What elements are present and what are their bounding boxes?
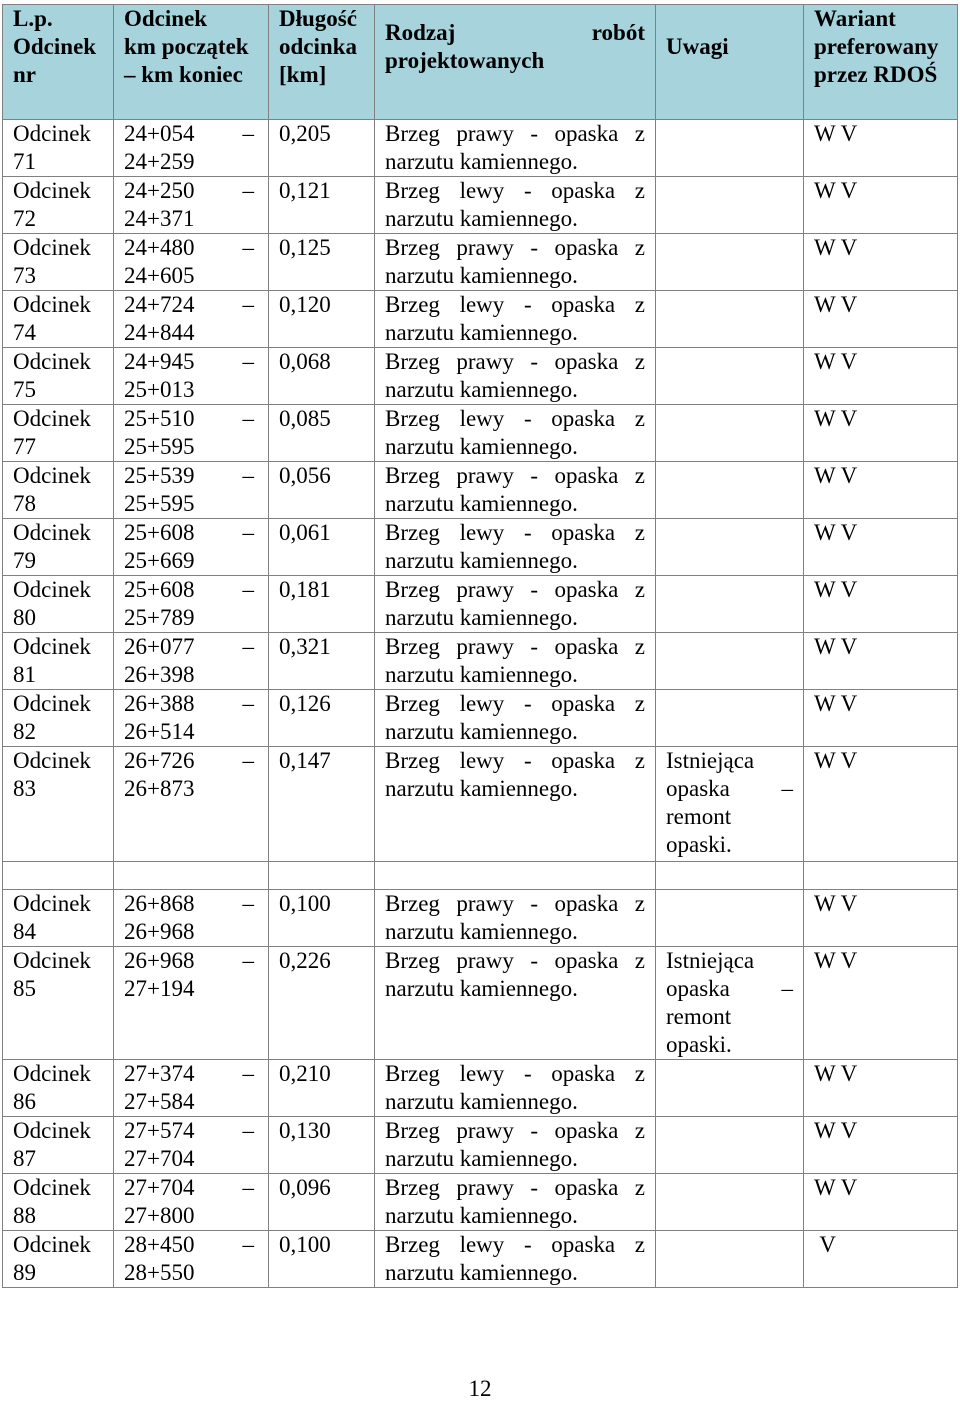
- header-length-line3: [km]: [279, 62, 327, 87]
- table-row: [3, 291, 958, 348]
- cell-section-nr: [3, 747, 114, 862]
- header-works-line2: projektowanych: [385, 48, 545, 73]
- notes-text: Istniejąca opaska – remont opaski.: [666, 948, 793, 1057]
- header-lp: [3, 5, 114, 120]
- header-variant-line1: Wariant: [814, 6, 896, 31]
- cell-variant: [804, 519, 958, 576]
- cell-length: [269, 576, 375, 633]
- cell-section-nr: [3, 519, 114, 576]
- km-dash: –: [242, 1175, 254, 1200]
- cell-variant: [804, 576, 958, 633]
- section-nr: Odcinek 73: [13, 235, 91, 288]
- table-row: [3, 947, 958, 1060]
- cell-notes: [656, 519, 804, 576]
- km-end: 24+371: [124, 206, 195, 231]
- cell-length: [269, 177, 375, 234]
- variant-text: W V: [814, 121, 858, 146]
- km-start: 25+608: [124, 520, 195, 545]
- cell-notes: [656, 177, 804, 234]
- table-gap-row: [3, 862, 958, 890]
- cell-km-range: [114, 890, 269, 947]
- variant-text: W V: [814, 577, 858, 602]
- cell-length: [269, 1231, 375, 1288]
- works-description: Brzeg prawy - opaska z narzutu kamiennego.: [385, 634, 645, 687]
- header-length: [269, 5, 375, 120]
- section-nr: Odcinek 78: [13, 463, 91, 516]
- header-km-line1: Odcinek: [124, 6, 208, 31]
- cell-section-nr: [3, 405, 114, 462]
- cell-length: [269, 1060, 375, 1117]
- cell-km-range: [114, 348, 269, 405]
- section-nr: Odcinek 80: [13, 577, 91, 630]
- section-nr: Odcinek 85: [13, 948, 91, 1001]
- section-nr: Odcinek 72: [13, 178, 91, 231]
- km-end: 26+514: [124, 719, 195, 744]
- cell-km-range: [114, 234, 269, 291]
- cell-works: [375, 1117, 656, 1174]
- km-end: 25+595: [124, 434, 195, 459]
- cell-section-nr: [3, 462, 114, 519]
- page-number: 12: [468, 1376, 492, 1401]
- section-length: 0,068: [279, 349, 331, 374]
- cell-works: [375, 1231, 656, 1288]
- variant-text: W V: [814, 891, 858, 916]
- km-start: 26+726: [124, 748, 195, 773]
- header-works-line1: [385, 19, 645, 47]
- gap-cell: [804, 862, 958, 890]
- header-works: [375, 5, 656, 120]
- cell-section-nr: [3, 1117, 114, 1174]
- header-length-line1: Długość: [279, 6, 357, 31]
- cell-length: [269, 890, 375, 947]
- works-description: Brzeg lewy - opaska z narzutu kamiennego.: [385, 1232, 645, 1285]
- section-nr: Odcinek 87: [13, 1118, 91, 1171]
- header-variant-line3: przez RDOŚ: [814, 62, 938, 87]
- header-lp-line3: nr: [13, 62, 36, 87]
- cell-works: [375, 576, 656, 633]
- km-end: 27+584: [124, 1089, 195, 1114]
- cell-notes: [656, 1117, 804, 1174]
- cell-section-nr: [3, 1174, 114, 1231]
- cell-notes: [656, 890, 804, 947]
- km-end: 27+704: [124, 1146, 195, 1171]
- section-nr: Odcinek 89: [13, 1232, 91, 1285]
- cell-variant: [804, 291, 958, 348]
- section-length: 0,100: [279, 891, 331, 916]
- km-end: 26+873: [124, 776, 195, 801]
- km-start: 24+945: [124, 349, 195, 374]
- works-description: Brzeg prawy - opaska z narzutu kamiennego.: [385, 1175, 645, 1228]
- cell-section-nr: [3, 177, 114, 234]
- cell-variant: [804, 747, 958, 862]
- table-row: [3, 120, 958, 177]
- section-length: 0,147: [279, 748, 331, 773]
- section-length: 0,181: [279, 577, 331, 602]
- cell-works: [375, 291, 656, 348]
- km-end: 24+844: [124, 320, 195, 345]
- section-nr: Odcinek 79: [13, 520, 91, 573]
- cell-length: [269, 633, 375, 690]
- section-nr: Odcinek 83: [13, 748, 91, 801]
- cell-section-nr: [3, 234, 114, 291]
- header-notes-label: Uwagi: [666, 34, 729, 59]
- km-start: 24+250: [124, 178, 195, 203]
- cell-length: [269, 405, 375, 462]
- cell-notes: [656, 234, 804, 291]
- cell-variant: [804, 947, 958, 1060]
- km-dash: –: [242, 121, 254, 146]
- km-end: 24+605: [124, 263, 195, 288]
- header-variant-line2: preferowany: [814, 34, 939, 59]
- table-row: [3, 1231, 958, 1288]
- km-end: 26+968: [124, 919, 195, 944]
- km-end: 24+259: [124, 149, 195, 174]
- cell-works: [375, 947, 656, 1060]
- cell-works: [375, 348, 656, 405]
- cell-notes: [656, 291, 804, 348]
- cell-variant: [804, 348, 958, 405]
- cell-notes: [656, 576, 804, 633]
- variant-text: W V: [814, 520, 858, 545]
- section-nr: Odcinek 77: [13, 406, 91, 459]
- gap-cell: [269, 862, 375, 890]
- cell-notes: [656, 633, 804, 690]
- cell-km-range: [114, 462, 269, 519]
- cell-works: [375, 405, 656, 462]
- variant-text: W V: [814, 463, 858, 488]
- km-dash: –: [242, 1061, 254, 1086]
- cell-length: [269, 947, 375, 1060]
- cell-length: [269, 1174, 375, 1231]
- section-nr: Odcinek 84: [13, 891, 91, 944]
- variant-text: W V: [814, 748, 858, 773]
- cell-length: [269, 348, 375, 405]
- cell-length: [269, 462, 375, 519]
- cell-length: [269, 690, 375, 747]
- section-length: 0,061: [279, 520, 331, 545]
- variant-text: W V: [814, 406, 858, 431]
- km-start: 27+574: [124, 1118, 195, 1143]
- variant-text: W V: [814, 1175, 858, 1200]
- cell-section-nr: [3, 576, 114, 633]
- section-length: 0,321: [279, 634, 331, 659]
- cell-km-range: [114, 1231, 269, 1288]
- works-description: Brzeg lewy - opaska z narzutu kamiennego.: [385, 1061, 645, 1114]
- section-length: 0,096: [279, 1175, 331, 1200]
- km-dash: –: [242, 463, 254, 488]
- road-sections-table: [2, 4, 958, 1288]
- km-start: 27+374: [124, 1061, 195, 1086]
- works-description: Brzeg prawy - opaska z narzutu kamiennego.: [385, 891, 645, 944]
- cell-section-nr: [3, 947, 114, 1060]
- section-length: 0,056: [279, 463, 331, 488]
- works-description: Brzeg lewy - opaska z narzutu kamiennego.: [385, 406, 645, 459]
- variant-text: W V: [814, 235, 858, 260]
- works-description: Brzeg prawy - opaska z narzutu kamiennego.: [385, 577, 645, 630]
- cell-works: [375, 747, 656, 862]
- works-description: Brzeg lewy - opaska z narzutu kamiennego.: [385, 520, 645, 573]
- table-row: [3, 1117, 958, 1174]
- km-end: 25+669: [124, 548, 195, 573]
- cell-km-range: [114, 947, 269, 1060]
- cell-length: [269, 1117, 375, 1174]
- cell-works: [375, 890, 656, 947]
- cell-section-nr: [3, 690, 114, 747]
- cell-length: [269, 291, 375, 348]
- cell-works: [375, 690, 656, 747]
- section-length: 0,125: [279, 235, 331, 260]
- cell-km-range: [114, 291, 269, 348]
- km-start: 24+054: [124, 121, 195, 146]
- cell-variant: [804, 1060, 958, 1117]
- cell-variant: [804, 1231, 958, 1288]
- table-row: [3, 633, 958, 690]
- section-length: 0,120: [279, 292, 331, 317]
- section-nr: Odcinek 88: [13, 1175, 91, 1228]
- cell-length: [269, 519, 375, 576]
- header-km: [114, 5, 269, 120]
- works-description: Brzeg prawy - opaska z narzutu kamiennego.: [385, 235, 645, 288]
- variant-text: W V: [814, 948, 858, 973]
- header-lp-line1: L.p.: [13, 6, 53, 31]
- table-row: [3, 234, 958, 291]
- table-row: [3, 405, 958, 462]
- km-start: 26+388: [124, 691, 195, 716]
- cell-km-range: [114, 576, 269, 633]
- km-dash: –: [242, 1232, 254, 1257]
- header-lp-line2: Odcinek: [13, 34, 97, 59]
- works-description: Brzeg lewy - opaska z narzutu kamiennego.: [385, 748, 645, 801]
- cell-notes: [656, 462, 804, 519]
- cell-section-nr: [3, 348, 114, 405]
- km-end: 25+789: [124, 605, 195, 630]
- cell-section-nr: [3, 291, 114, 348]
- km-start: 24+724: [124, 292, 195, 317]
- km-dash: –: [242, 748, 254, 773]
- cell-km-range: [114, 1117, 269, 1174]
- cell-variant: [804, 234, 958, 291]
- cell-km-range: [114, 1174, 269, 1231]
- section-length: 0,210: [279, 1061, 331, 1086]
- gap-cell: [656, 862, 804, 890]
- table-row: [3, 1174, 958, 1231]
- cell-length: [269, 120, 375, 177]
- km-dash: –: [242, 349, 254, 374]
- variant-text: W V: [814, 691, 858, 716]
- header-works-word1: Rodzaj: [385, 20, 456, 45]
- variant-text: W V: [814, 1118, 858, 1143]
- cell-length: [269, 234, 375, 291]
- km-dash: –: [242, 292, 254, 317]
- variant-text: W V: [814, 292, 858, 317]
- section-length: 0,130: [279, 1118, 331, 1143]
- variant-text: V: [814, 1232, 836, 1257]
- km-end: 25+013: [124, 377, 195, 402]
- table-row: [3, 890, 958, 947]
- section-nr: Odcinek 75: [13, 349, 91, 402]
- section-length: 0,226: [279, 948, 331, 973]
- km-start: 26+968: [124, 948, 195, 973]
- cell-variant: [804, 405, 958, 462]
- variant-text: W V: [814, 349, 858, 374]
- section-length: 0,100: [279, 1232, 331, 1257]
- works-description: Brzeg prawy - opaska z narzutu kamiennego.: [385, 948, 645, 1001]
- works-description: Brzeg lewy - opaska z narzutu kamiennego.: [385, 292, 645, 345]
- gap-cell: [375, 862, 656, 890]
- km-start: 27+704: [124, 1175, 195, 1200]
- cell-works: [375, 120, 656, 177]
- km-dash: –: [242, 1118, 254, 1143]
- section-nr: Odcinek 82: [13, 691, 91, 744]
- km-start: 24+480: [124, 235, 195, 260]
- section-length: 0,085: [279, 406, 331, 431]
- km-end: 25+595: [124, 491, 195, 516]
- km-end: 27+800: [124, 1203, 195, 1228]
- table-row: [3, 576, 958, 633]
- cell-variant: [804, 120, 958, 177]
- table-row: [3, 1060, 958, 1117]
- km-dash: –: [242, 235, 254, 260]
- cell-section-nr: [3, 1231, 114, 1288]
- cell-works: [375, 1060, 656, 1117]
- variant-text: W V: [814, 634, 858, 659]
- works-description: Brzeg prawy - opaska z narzutu kamiennego.: [385, 121, 645, 174]
- notes-text: Istniejąca opaska – remont opaski.: [666, 748, 793, 857]
- table-header-row: [3, 5, 958, 120]
- km-start: 25+510: [124, 406, 195, 431]
- cell-section-nr: [3, 633, 114, 690]
- km-dash: –: [242, 691, 254, 716]
- section-nr: Odcinek 86: [13, 1061, 91, 1114]
- variant-text: W V: [814, 1061, 858, 1086]
- cell-km-range: [114, 405, 269, 462]
- works-description: Brzeg lewy - opaska z narzutu kamiennego.: [385, 178, 645, 231]
- cell-section-nr: [3, 120, 114, 177]
- table-row: [3, 348, 958, 405]
- section-nr: Odcinek 71: [13, 121, 91, 174]
- gap-cell: [3, 862, 114, 890]
- cell-notes: [656, 348, 804, 405]
- cell-km-range: [114, 633, 269, 690]
- header-variant: [804, 5, 958, 120]
- cell-works: [375, 462, 656, 519]
- cell-section-nr: [3, 1060, 114, 1117]
- cell-works: [375, 177, 656, 234]
- works-description: Brzeg prawy - opaska z narzutu kamiennego.: [385, 463, 645, 516]
- table-row: [3, 462, 958, 519]
- cell-notes: [656, 1231, 804, 1288]
- km-dash: –: [242, 891, 254, 916]
- header-km-line2: km początek: [124, 34, 249, 59]
- table-row: [3, 747, 958, 862]
- km-dash: –: [242, 520, 254, 545]
- km-start: 26+077: [124, 634, 195, 659]
- cell-variant: [804, 633, 958, 690]
- km-dash: –: [242, 577, 254, 602]
- header-notes: [656, 5, 804, 120]
- cell-works: [375, 519, 656, 576]
- header-works-word2: robót: [591, 20, 645, 45]
- cell-notes: [656, 1174, 804, 1231]
- section-nr: Odcinek 81: [13, 634, 91, 687]
- cell-notes: [656, 947, 804, 1060]
- km-start: 25+608: [124, 577, 195, 602]
- section-nr: Odcinek 74: [13, 292, 91, 345]
- km-end: 28+550: [124, 1260, 195, 1285]
- table-row: [3, 177, 958, 234]
- cell-km-range: [114, 747, 269, 862]
- cell-notes: [656, 1060, 804, 1117]
- cell-variant: [804, 1117, 958, 1174]
- cell-variant: [804, 462, 958, 519]
- works-description: Brzeg prawy - opaska z narzutu kamiennego.: [385, 1118, 645, 1171]
- cell-section-nr: [3, 890, 114, 947]
- km-dash: –: [242, 634, 254, 659]
- cell-works: [375, 633, 656, 690]
- cell-variant: [804, 177, 958, 234]
- km-dash: –: [242, 178, 254, 203]
- section-length: 0,205: [279, 121, 331, 146]
- cell-km-range: [114, 1060, 269, 1117]
- cell-km-range: [114, 120, 269, 177]
- cell-notes: [656, 747, 804, 862]
- table-row: [3, 690, 958, 747]
- km-start: 26+868: [124, 891, 195, 916]
- section-length: 0,121: [279, 178, 331, 203]
- gap-cell: [114, 862, 269, 890]
- cell-works: [375, 1174, 656, 1231]
- cell-notes: [656, 120, 804, 177]
- works-description: Brzeg lewy - opaska z narzutu kamiennego.: [385, 691, 645, 744]
- table-row: [3, 519, 958, 576]
- header-km-line3: – km koniec: [124, 62, 243, 87]
- works-description: Brzeg prawy - opaska z narzutu kamiennego.: [385, 349, 645, 402]
- km-end: 27+194: [124, 976, 195, 1001]
- km-end: 26+398: [124, 662, 195, 687]
- cell-works: [375, 234, 656, 291]
- cell-variant: [804, 1174, 958, 1231]
- header-length-line2: odcinka: [279, 34, 357, 59]
- cell-length: [269, 747, 375, 862]
- km-start: 25+539: [124, 463, 195, 488]
- variant-text: W V: [814, 178, 858, 203]
- cell-km-range: [114, 519, 269, 576]
- cell-km-range: [114, 690, 269, 747]
- section-length: 0,126: [279, 691, 331, 716]
- km-dash: –: [242, 948, 254, 973]
- cell-notes: [656, 405, 804, 462]
- km-dash: –: [242, 406, 254, 431]
- cell-notes: [656, 690, 804, 747]
- cell-variant: [804, 690, 958, 747]
- cell-variant: [804, 890, 958, 947]
- km-start: 28+450: [124, 1232, 195, 1257]
- cell-km-range: [114, 177, 269, 234]
